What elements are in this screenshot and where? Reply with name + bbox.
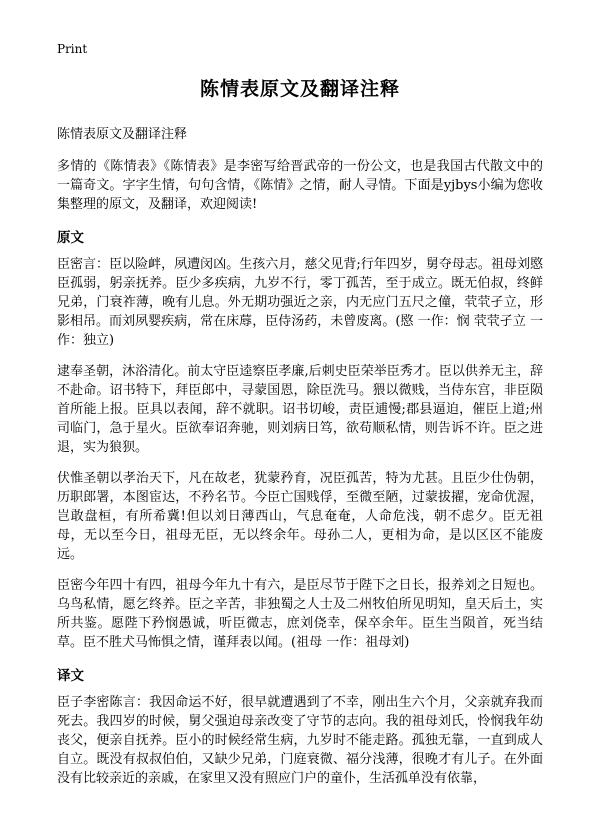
section-heading-translation: 译文: [57, 668, 84, 684]
original-paragraph: 伏惟圣朝以孝治天下，凡在故老，犹蒙矜育，况臣孤苦，特为尤甚。且臣少仕伪朝，历职郎署，本图宦达，不矜名节。今臣亡国贱俘，至微至陋，过蒙拔擢，宠命优渥，岂敢盘桓，有所希冀!但以刘日薄西山，气息奄奄，人命危浅，朝不虑夕。臣无祖母，无以至今日，祖母无臣，无以终余年。母孙二人，更相为命，是以区区不能废远。: [57, 471, 543, 562]
original-paragraph: 臣密言：臣以险衅，夙遭闵凶。生孩六月，慈父见背;行年四岁，舅夺母志。祖母刘愍臣孤弱，躬亲抚养。臣少多疾病，九岁不行，零丁孤苦，至于成立。既无伯叔，终鲜兄弟，门衰祚薄，晚有儿息。外无期功强近之亲，内无应门五尺之僮，茕茕孑立，形影相吊。而刘夙婴疾病，常在床蓐，臣侍汤药，未曾废离。(愍 一作：悯 茕茕孑立 一作：独立): [57, 257, 543, 348]
section-heading-original: 原文: [57, 230, 84, 246]
print-link[interactable]: Print: [57, 42, 88, 56]
intro-paragraph: 多情的《陈情表》《陈情表》是李密写给晋武帝的一份公文，也是我国古代散文中的一篇奇文。字字生情，句句含情，《陈情》之情，耐人寻情。下面是yjbys小编为您收集整理的原文，及翻译，欢迎阅读!: [57, 159, 543, 212]
translation-paragraph: 臣子李密陈言：我因命运不好，很早就遭遇到了不幸，刚出生六个月，父亲就弃我而死去。我四岁的时候，舅父强迫母亲改变了守节的志向。我的祖母刘氏，怜悯我年幼丧父，便亲自抚养。臣小的时候经常生病，九岁时不能走路。孤独无靠，一直到成人自立。既没有叔叔伯伯，又缺少兄弟，门庭衰微、福分浅薄，很晚才有儿子。在外面没有比较亲近的亲戚，在家里又没有照应门户的童仆，生活孤单没有依靠，: [57, 695, 543, 786]
page-title: 陈情表原文及翻译注释: [199, 78, 400, 100]
original-paragraph: 逮奉圣朝，沐浴清化。前太守臣逵察臣孝廉,后刺史臣荣举臣秀才。臣以供养无主，辞不赴命。诏书特下，拜臣郎中，寻蒙国恩，除臣洗马。猥以微贱，当侍东宫，非臣陨首所能上报。臣具以表闻，辞不就职。诏书切峻，责臣逋慢;郡县逼迫，催臣上道;州司临门，急于星火。臣欲奉诏奔驰，则刘病日笃，欲苟顺私情，则告诉不许。臣之进退，实为狼狈。: [57, 364, 543, 455]
original-paragraph: 臣密今年四十有四，祖母今年九十有六，是臣尽节于陛下之日长，报养刘之日短也。乌鸟私情，愿乞终养。臣之辛苦，非独蜀之人士及二州牧伯所见明知，皇天后土，实所共鉴。愿陛下矜悯愚诚，听臣微志，庶刘侥幸，保卒余年。臣生当陨首，死当结草。臣不胜犬马怖惧之情，谨拜表以闻。(祖母 一作：祖母刘): [57, 578, 543, 650]
subtitle: 陈情表原文及翻译注释: [57, 127, 188, 142]
